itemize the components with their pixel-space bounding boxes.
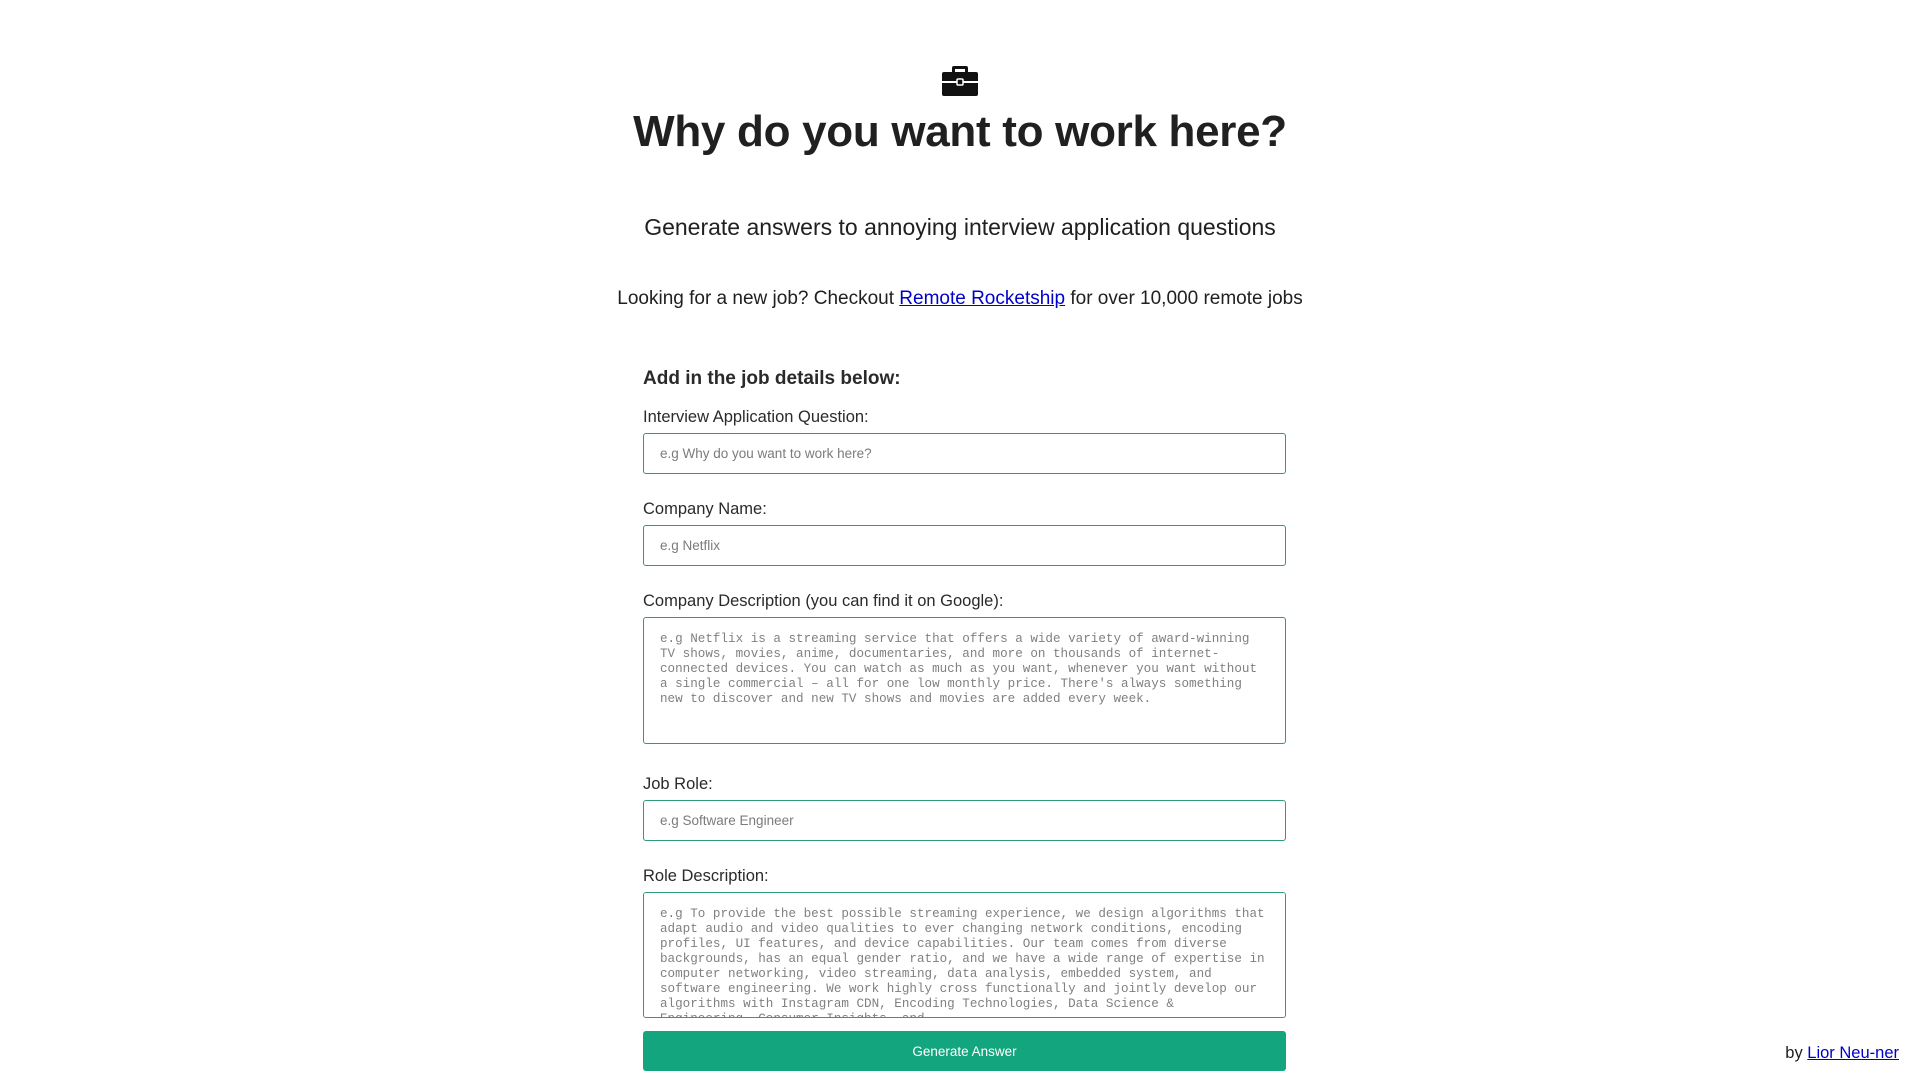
promo-suffix: for over 10,000 remote jobs xyxy=(1065,288,1303,309)
role-description-textarea[interactable] xyxy=(643,892,1286,1018)
company-name-field-group xyxy=(643,500,1286,566)
job-details-form xyxy=(643,368,1286,1049)
page-subtitle: Generate answers to annoying interview application questions xyxy=(644,214,1276,240)
role-description-field-group xyxy=(643,867,1286,1023)
generate-answer-button[interactable]: Generate Answer xyxy=(643,1031,1286,1071)
footer-credit xyxy=(1785,1044,1899,1063)
briefcase-icon xyxy=(940,64,980,98)
company-description-label: Company Description (you can find it on Google): xyxy=(643,592,1004,610)
role-description-label: Role Description: xyxy=(643,867,769,885)
company-name-input[interactable] xyxy=(643,525,1286,566)
form-heading: Add in the job details below: xyxy=(643,368,901,389)
job-role-field-group xyxy=(643,775,1286,841)
page-title: Why do you want to work here? xyxy=(633,107,1287,156)
promo-prefix: Looking for a new job? Checkout xyxy=(617,288,900,309)
question-input[interactable] xyxy=(643,433,1286,474)
author-link[interactable]: Lior Neu-ner xyxy=(1807,1044,1899,1062)
footer-prefix: by xyxy=(1785,1044,1808,1062)
question-field-group xyxy=(643,408,1286,474)
promo-text xyxy=(0,288,1920,310)
remote-rocketship-link[interactable]: Remote Rocketship xyxy=(899,288,1066,309)
company-description-textarea[interactable] xyxy=(643,617,1286,744)
company-description-field-group xyxy=(643,592,1286,749)
question-label: Interview Application Question: xyxy=(643,408,869,426)
header xyxy=(0,64,1920,157)
job-role-input[interactable] xyxy=(643,800,1286,841)
company-name-label: Company Name: xyxy=(643,500,767,518)
job-role-label: Job Role: xyxy=(643,775,713,793)
